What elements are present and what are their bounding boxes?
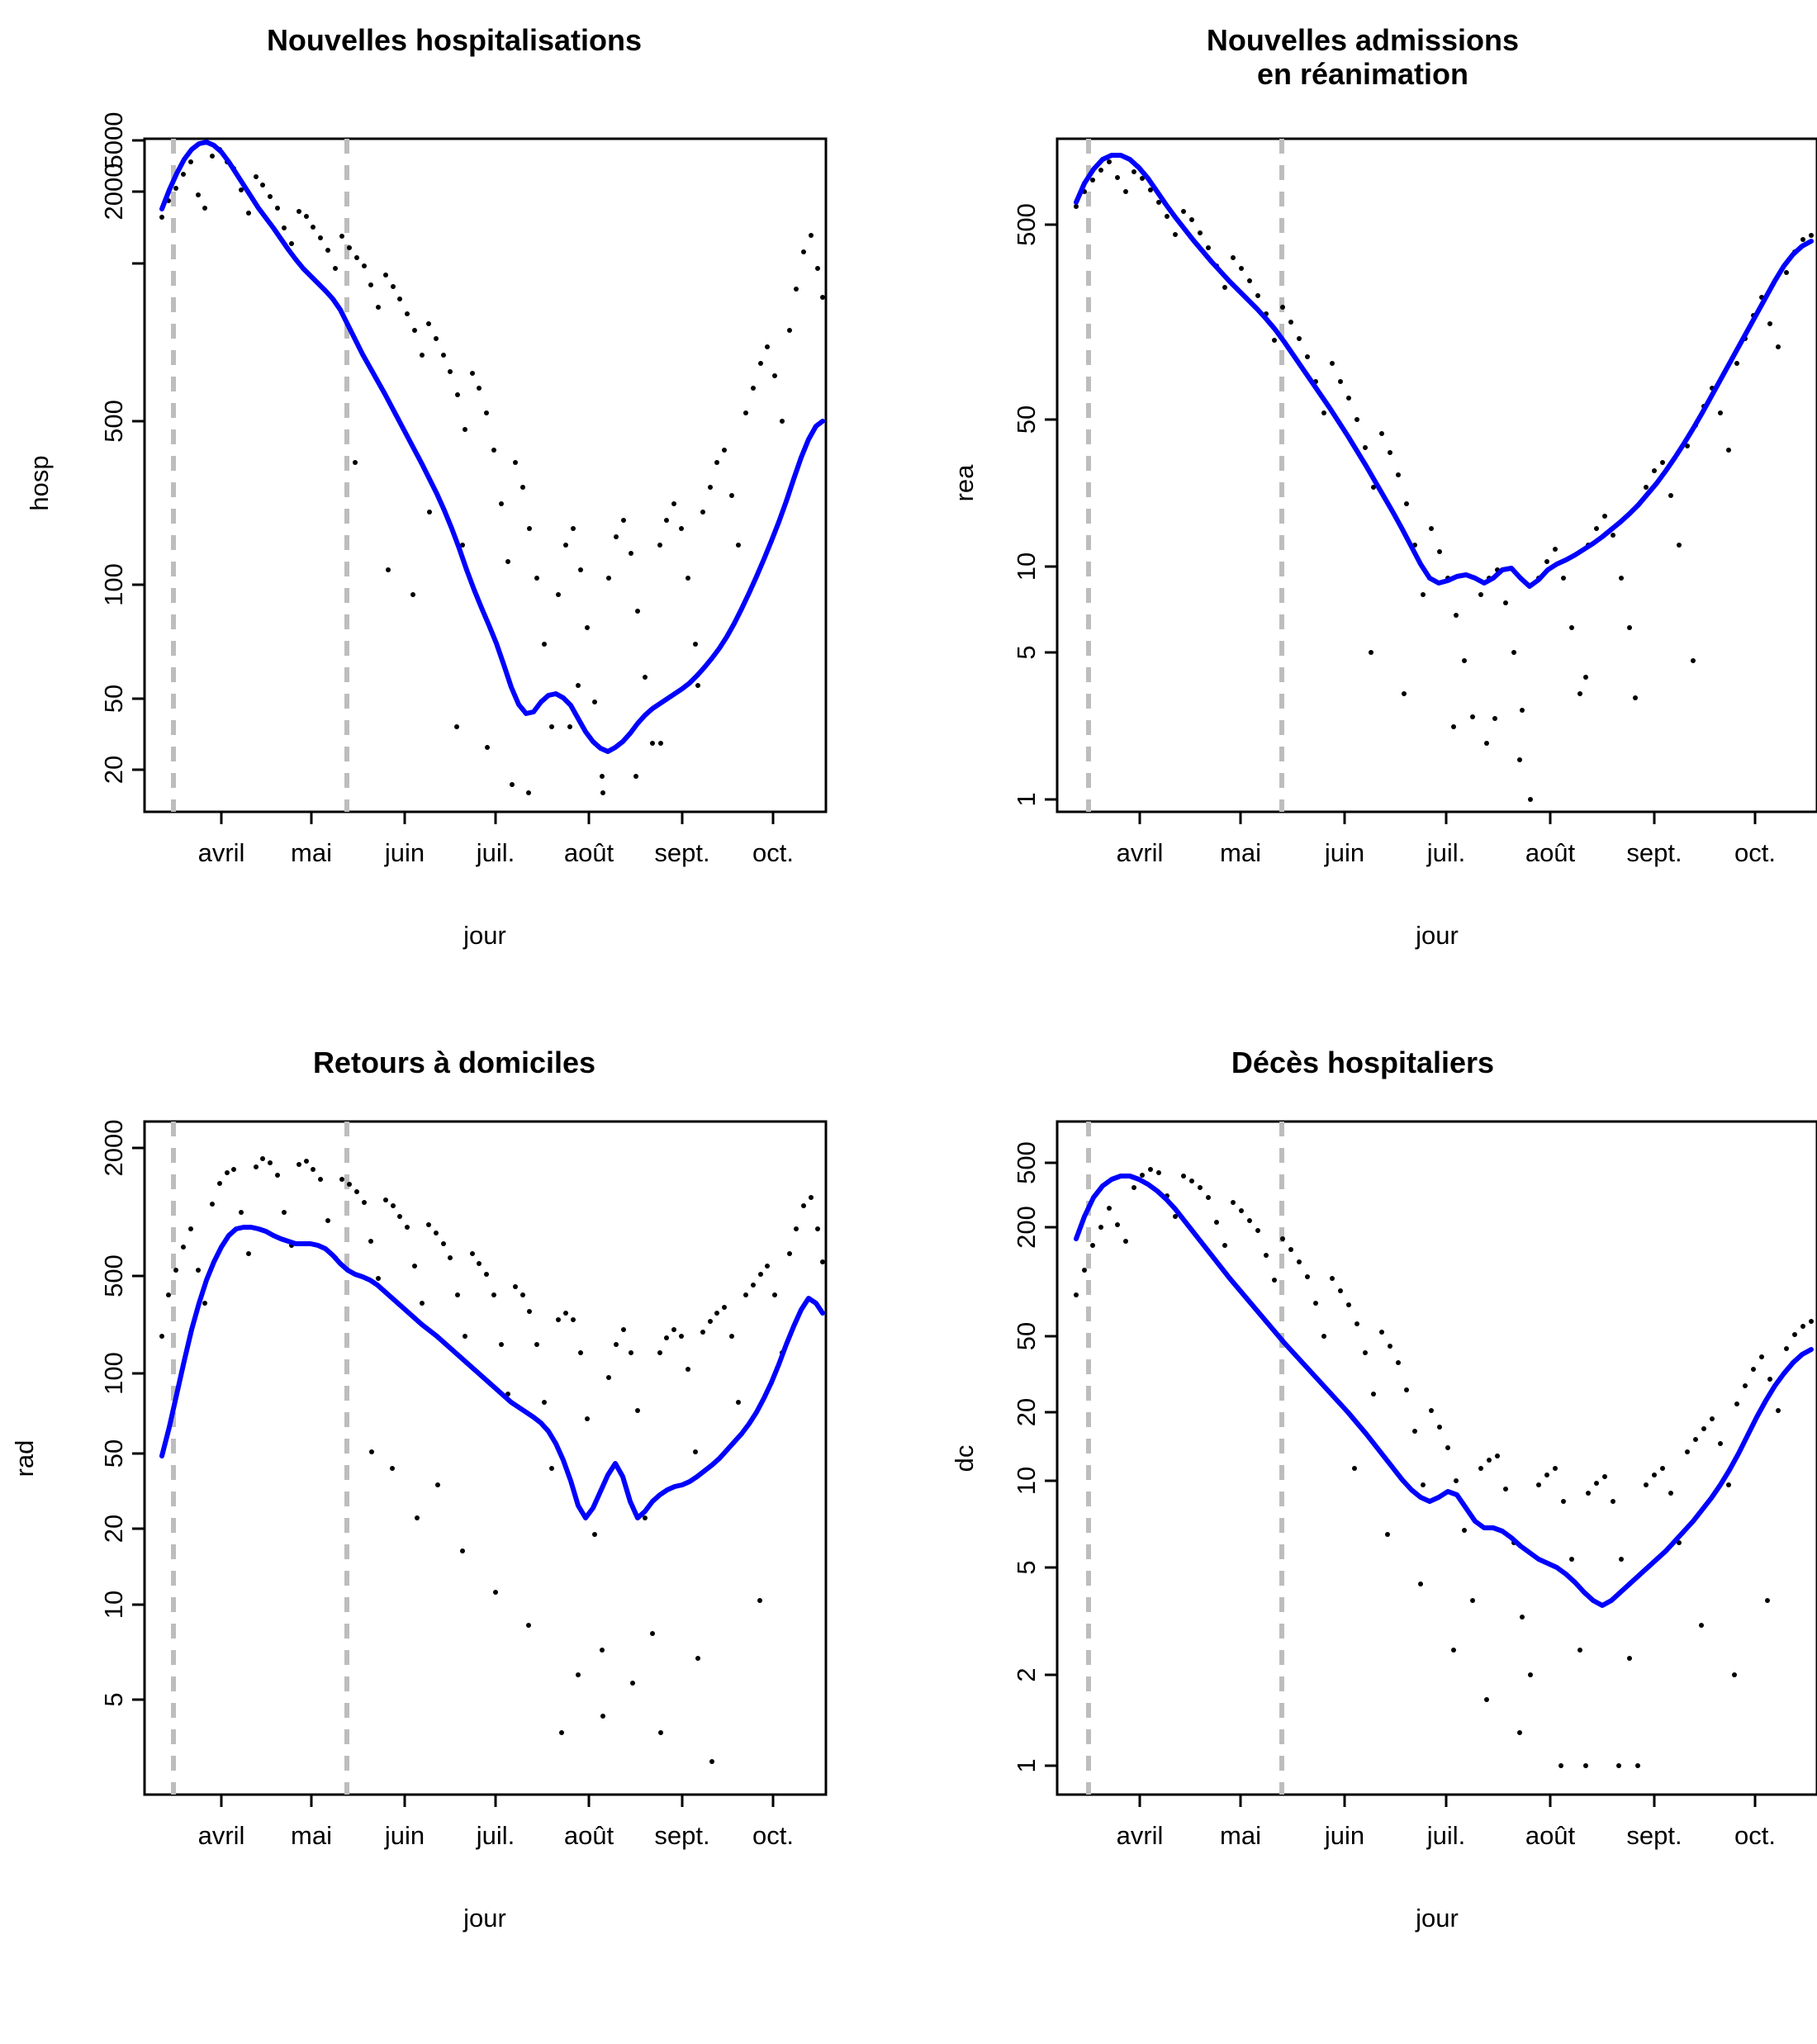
y-axis-rad [99,1120,145,1707]
y-tick-label: 20 [99,1514,128,1544]
panel-title-hosp: Nouvelles hospitalisations [266,23,643,57]
scatter-points-rad [159,1156,825,1764]
chart-panel-rad [0,1022,908,2044]
y-tick-label: 2000 [99,163,128,221]
x-tick-label: sept. [1626,838,1682,867]
trend-line-rad [162,1227,823,1518]
x-axis-title: jour [463,1904,506,1933]
chart-panel-rea [908,0,1817,1022]
x-tick-label: juin [384,1821,425,1850]
x-axis-title: jour [1416,1904,1459,1933]
x-tick-label: avril [1116,838,1164,867]
plot-area-dc [908,1022,1817,2044]
chart-panel-dc [908,1022,1817,2044]
x-tick-label: juin [384,838,425,867]
x-axis-dc [1117,1795,1776,1850]
trend-line-rea [1076,155,1811,586]
x-tick-label: oct. [1734,1821,1776,1850]
x-tick-label: mai [291,838,332,867]
x-tick-label: juil. [1426,838,1466,867]
x-tick-label: oct. [752,838,794,867]
y-tick-label: 200 [1012,1206,1041,1249]
scatter-points-dc [1074,1167,1814,1768]
y-tick-label: 50 [1012,1321,1041,1351]
y-tick-label: 50 [99,684,128,714]
x-tick-label: avril [197,838,245,867]
panel-title-rea: Nouvelles admissions en réanimation [1206,23,1520,92]
plot-area-rea [908,0,1817,1022]
y-tick-label: 10 [1012,1466,1041,1496]
x-tick-label: août [1525,1821,1576,1850]
chart-svg-hosp [0,0,908,1022]
x-axis-title: jour [1416,921,1459,950]
y-tick-label: 500 [1012,1141,1041,1184]
y-tick-label: 100 [99,563,128,606]
y-tick-label: 5000 [99,111,128,169]
y-tick-label: 10 [1012,552,1041,581]
x-tick-label: juil. [1426,1821,1466,1850]
panel-title-dc: Décès hospitaliers [1231,1046,1495,1079]
y-tick-label: 2 [1012,1667,1041,1682]
x-tick-label: juin [1324,1821,1365,1850]
trend-line-dc [1076,1176,1811,1605]
x-tick-label: juil. [476,1821,515,1850]
scatter-points-hosp [159,147,825,795]
x-tick-label: avril [197,1821,245,1850]
y-axis-title: hosp [25,455,54,511]
chart-svg-rad [0,1022,908,2044]
x-tick-label: sept. [654,838,710,867]
y-tick-label: 20 [1012,1397,1041,1427]
chart-panel-hosp [0,0,908,1022]
x-tick-label: août [1525,838,1576,867]
plot-area-rad [0,1022,908,2044]
x-tick-label: août [563,1821,614,1850]
x-tick-label: sept. [654,1821,710,1850]
x-tick-label: juin [1324,838,1365,867]
x-tick-label: avril [1116,1821,1164,1850]
y-tick-label: 5 [1012,1560,1041,1575]
plot-area-hosp [0,0,908,1022]
plot-frame [145,139,826,812]
x-tick-label: juil. [476,838,515,867]
y-axis-dc [1012,1141,1057,1772]
plot-frame [145,1122,826,1795]
y-tick-label: 5 [99,1692,128,1707]
y-tick-label: 2000 [99,1119,128,1177]
x-tick-label: mai [291,1821,332,1850]
plot-frame [1057,139,1817,812]
x-tick-label: oct. [752,1821,794,1850]
y-tick-label: 5 [1012,645,1041,660]
x-axis-rea [1117,812,1776,867]
chart-svg-rea [908,0,1817,1022]
x-axis-hosp [198,812,794,867]
y-tick-label: 100 [99,1352,128,1395]
x-tick-label: oct. [1734,838,1776,867]
x-tick-label: sept. [1626,1821,1682,1850]
y-tick-label: 500 [1012,203,1041,246]
x-axis-title: jour [463,921,506,950]
plot-frame [1057,1122,1817,1795]
y-tick-label: 20 [99,755,128,785]
y-tick-label: 10 [99,1590,128,1620]
x-tick-label: mai [1220,1821,1261,1850]
y-tick-label: 1 [1012,792,1041,807]
trend-line-hosp [162,142,823,752]
y-tick-label: 500 [99,400,128,443]
x-tick-label: mai [1220,838,1261,867]
y-axis-rea [1012,203,1057,806]
x-tick-label: août [563,838,614,867]
chart-svg-dc [908,1022,1817,2044]
y-axis-title: dc [950,1444,979,1473]
x-axis-rad [198,1795,794,1850]
y-tick-label: 50 [1012,405,1041,434]
panel-title-rad: Retours à domiciles [312,1046,596,1079]
y-tick-label: 50 [99,1439,128,1468]
scatter-points-rea [1074,159,1814,802]
y-tick-label: 1 [1012,1758,1041,1773]
y-axis-title: rad [10,1439,39,1477]
y-axis-hosp [99,112,145,785]
y-axis-title: rea [950,464,979,502]
y-tick-label: 500 [99,1254,128,1297]
